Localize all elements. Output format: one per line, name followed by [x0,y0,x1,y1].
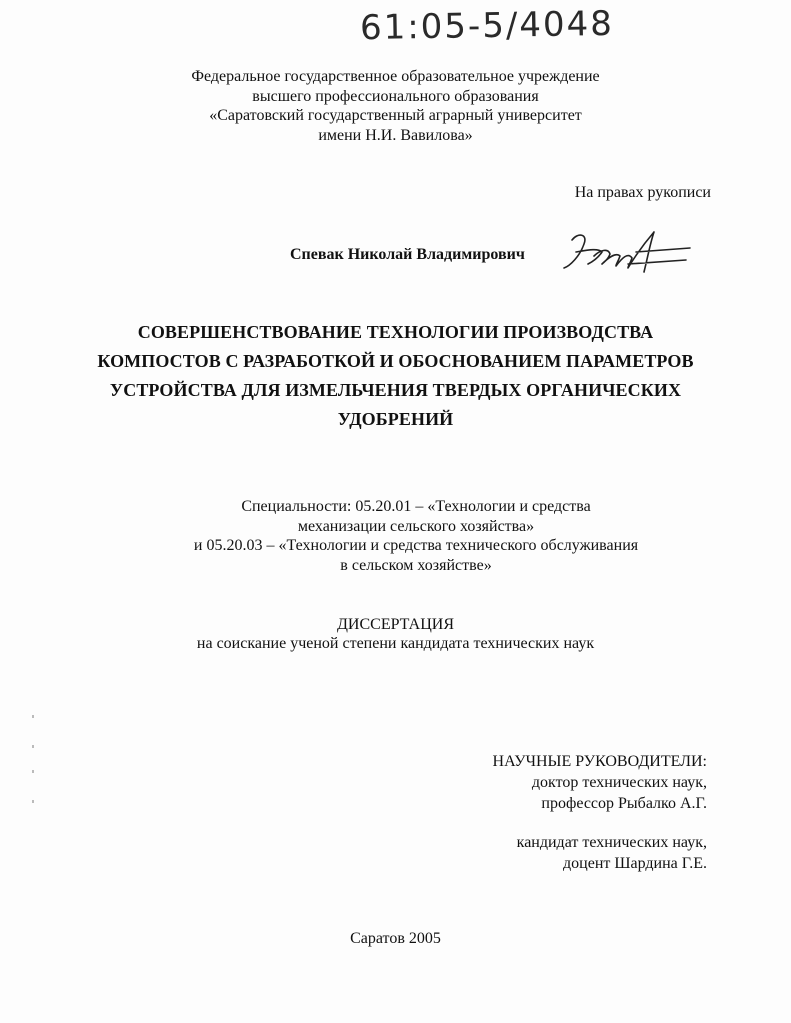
supervisors-heading: НАУЧНЫЕ РУКОВОДИТЕЛИ: [492,753,707,770]
supervisor-name: доцент Шардина Г.Е. [563,855,707,872]
supervisor-degree: доктор технических наук, [531,774,707,791]
rights-note: На правах рукописи [574,184,711,201]
specialty-block [166,497,666,575]
institution-line: высшего профессионального образования [252,87,539,105]
title-line: УСТРОЙСТВА ДЛЯ ИЗМЕЛЬЧЕНИЯ ТВЕРДЫХ ОРГАНИЧЕСКИХ [109,380,682,400]
specialty-line: и 05.20.03 – «Технологии и средства технического обслуживания [193,537,639,554]
institution-line: «Саратовский государственный аграрный университет [209,107,582,124]
specialty-line: механизации сельского хозяйства» [297,517,535,535]
scan-artifact [32,800,34,803]
scan-artifact [32,770,34,773]
specialty-line: в сельском хозяйстве» [340,556,492,574]
spacer [493,814,707,832]
archive-code: 61:05-5/4048 [359,3,615,49]
institution-header [0,67,791,145]
author-name: Спевак Николай Владимирович [290,246,525,263]
dissertation-title [0,318,791,434]
scan-artifact [32,715,34,718]
scan-artifact [32,745,34,748]
title-line: УДОБРЕНИЙ [337,409,454,429]
city-year: Саратов 2005 [350,930,441,947]
supervisor-name: профессор Рыбалко А.Г. [541,795,707,812]
title-line: КОМПОСТОВ С РАЗРАБОТКОЙ И ОБОСНОВАНИЕМ ПАРАМЕТРОВ [97,351,694,371]
title-line: СОВЕРШЕНСТВОВАНИЕ ТЕХНОЛОГИИ ПРОИЗВОДСТВА [137,322,654,342]
supervisor-degree: кандидат технических наук, [516,834,707,851]
supervisors-block [493,751,707,874]
dissertation-heading: ДИССЕРТАЦИЯ [337,616,454,633]
degree-block [0,615,791,653]
author-signature [558,222,698,277]
specialty-line: Специальности: 05.20.01 – «Технологии и средства [241,498,591,515]
institution-line: имени Н.И. Вавилова» [318,126,473,144]
institution-line: Федеральное государственное образовательное учреждение [191,68,600,85]
dissertation-subtitle: на соискание ученой степени кандидата технических наук [196,635,595,652]
